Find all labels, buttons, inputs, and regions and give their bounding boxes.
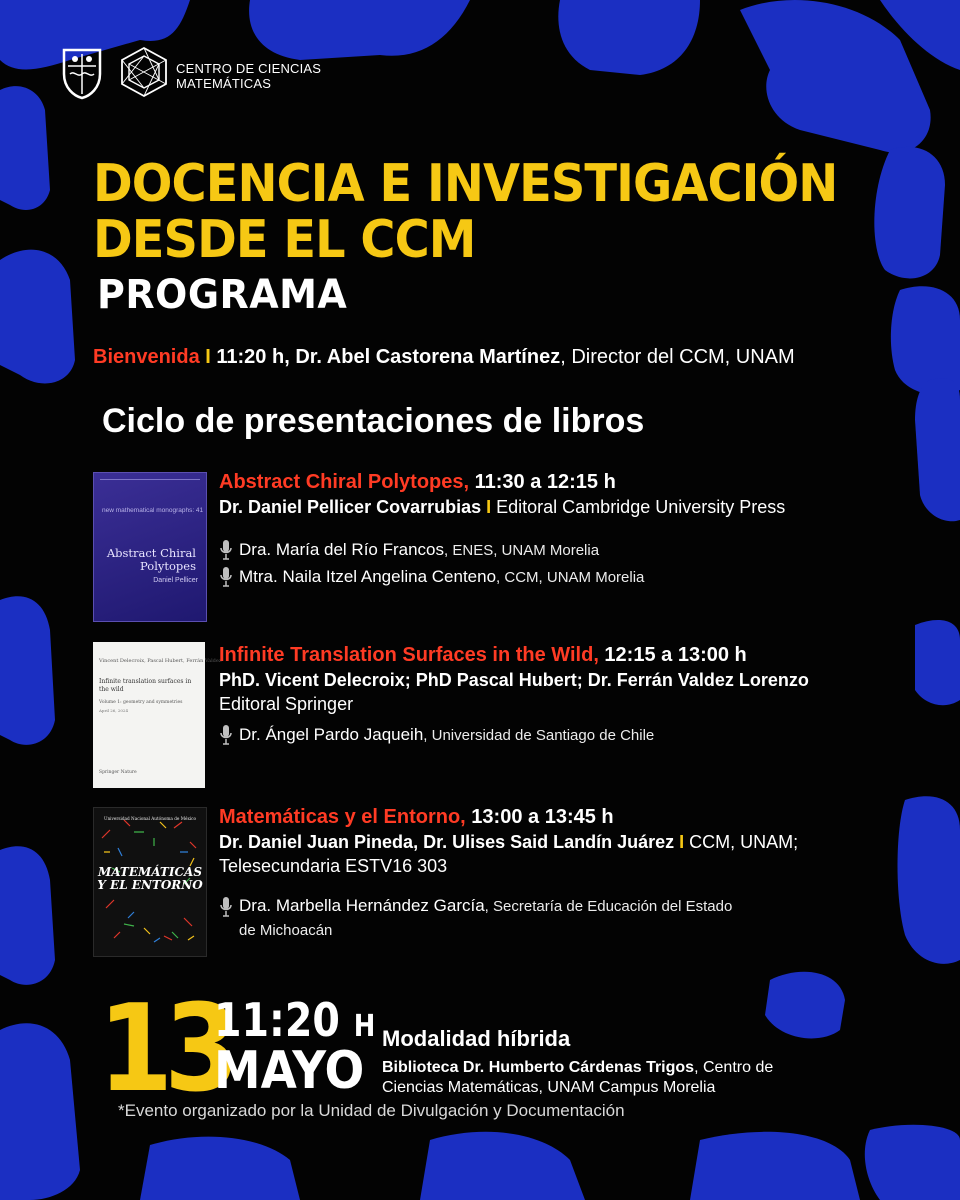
bg-shape (420, 1132, 585, 1200)
book1-commentator-1 (219, 537, 939, 564)
book1-time: 11:30 a 12:15 h (469, 471, 616, 493)
book1-commentator-2-affiliation: , CCM, UNAM Morelia (496, 569, 645, 586)
book3-title: Matemáticas y el Entorno, (219, 806, 466, 828)
book2-time: 12:15 a 13:00 h (598, 644, 747, 666)
ccm-name-line2: MATEMÁTICAS (176, 76, 272, 91)
cover3-title-line1: MATEMÁTICAS (97, 865, 203, 879)
book1-publisher: Editoral Cambridge University Press (496, 497, 786, 517)
cover2-authors: Vincent Delecroix, Pascal Hubert, Ferrán Valdez (99, 658, 222, 664)
book1-commentator-2 (219, 564, 939, 591)
bg-shape (891, 286, 960, 395)
bg-shape (0, 250, 75, 384)
book1-author: Dr. Daniel Pellicer Covarrubias (219, 497, 482, 517)
cover1-title (104, 547, 196, 573)
bg-shape (249, 0, 470, 60)
cover2-volume: Volume 1: geometry and symmetries (99, 700, 183, 705)
book-item-1 (219, 469, 939, 591)
cover1-series: new mathematical monographs: 41 (102, 507, 204, 514)
welcome-host-role: , Director del CCM, UNAM (560, 346, 795, 368)
poster-subtitle: PROGRAMA (97, 272, 348, 318)
cover2-publisher: Springer Nature (99, 770, 137, 775)
cover2-title-line1: Infinite translation surfaces in (99, 678, 192, 685)
cover3-title (94, 866, 206, 892)
book3-commentator-1-affiliation2: de Michoacán (239, 922, 333, 939)
bg-shape (558, 0, 700, 75)
cover1-title-line2: Polytopes (140, 559, 196, 573)
book3-authors: Dr. Daniel Juan Pineda, Dr. Ulises Said Landín Juárez (219, 832, 675, 852)
book-item-3 (219, 804, 939, 942)
event-modality: Modalidad híbrida (382, 1026, 571, 1051)
book-item-2 (219, 642, 939, 749)
ccm-logo-text (176, 61, 321, 91)
book2-publisher: Editoral Springer (219, 694, 354, 714)
bg-shape (0, 846, 55, 985)
event-time-value: 11:20 (214, 993, 340, 1047)
venue-address: , Centro de Ciencias Matemáticas, UNAM Campus Morelia (382, 1059, 774, 1096)
cover2-date: April 26, 2024 (99, 708, 129, 713)
event-day: 13 (98, 980, 231, 1119)
welcome-line (93, 346, 795, 369)
microphone-icon (219, 724, 233, 746)
bg-shape (865, 1125, 960, 1200)
book1-separator: I (481, 497, 497, 517)
event-time-unit: H (353, 1009, 376, 1044)
book-cover-matematicas-y-el-entorno (93, 807, 207, 957)
book3-commentator-1-affiliation: , Secretaría de Educación del Estado (484, 898, 733, 915)
cover3-title-line2: Y EL ENTORNO (97, 878, 203, 892)
book1-commentator-1-name: Dra. María del Río Francos (239, 540, 445, 559)
book2-title: Infinite Translation Surfaces in the Wild, (219, 644, 599, 666)
book2-commentator-1-name: Dr. Ángel Pardo Jaqueih (239, 725, 424, 744)
book-cover-infinite-translation-surfaces (93, 642, 222, 788)
microphone-icon (219, 896, 233, 918)
footer-note: *Evento organizado por la Unidad de Divulgación y Documentación (118, 1101, 625, 1120)
title-line1: DOCENCIA E INVESTIGACIÓN (93, 154, 838, 214)
cover2-title (99, 678, 191, 694)
event-venue (382, 1026, 802, 1098)
title-line2: DESDE EL CCM (93, 210, 476, 270)
welcome-separator: I (199, 346, 217, 368)
bg-shape (0, 86, 50, 210)
book3-org: CCM, UNAM; (689, 832, 799, 852)
welcome-time: 11:20 h, (216, 346, 296, 368)
bg-shape (0, 1023, 80, 1200)
welcome-label: Bienvenida (93, 346, 200, 368)
section-title: Ciclo de presentaciones de libros (102, 402, 645, 440)
ccm-name-line1: CENTRO DE CIENCIAS (176, 61, 322, 76)
book3-commentator-1 (219, 894, 939, 942)
ccm-geometric-logo-icon (118, 46, 170, 98)
microphone-icon (219, 566, 233, 588)
book3-org2: Telesecundaria ESTV16 303 (219, 856, 448, 876)
book3-separator: I (674, 832, 690, 852)
cover1-author: Daniel Pellicer (153, 577, 198, 584)
bg-shape (690, 1132, 860, 1200)
bg-shape (0, 596, 55, 745)
book2-authors: PhD. Vicent Delecroix; PhD Pascal Hubert; Dr. Ferrán Valdez Lorenzo (219, 670, 809, 690)
book1-commentator-1-affiliation: , ENES, UNAM Morelia (444, 542, 600, 559)
book3-commentator-1-name: Dra. Marbella Hernández García (239, 896, 485, 915)
event-month: MAYO (214, 1041, 365, 1101)
book2-commentator-1 (219, 722, 939, 749)
book3-time: 13:00 a 13:45 h (465, 806, 614, 828)
bg-shape (140, 1137, 300, 1200)
book1-title: Abstract Chiral Polytopes, (219, 471, 470, 493)
bg-shape (874, 147, 945, 279)
cover1-title-line1: Abstract Chiral (106, 546, 196, 560)
book2-commentator-1-affiliation: , Universidad de Santiago de Chile (423, 727, 655, 744)
welcome-host: Dr. Abel Castorena Martínez (295, 346, 561, 368)
cover3-university: Universidad Nacional Autónoma de México (103, 816, 197, 821)
unam-shield-icon (60, 44, 104, 100)
book-cover-abstract-chiral-polytopes (93, 472, 207, 622)
poster-title (93, 156, 837, 268)
cover2-title-line2: the wild (99, 686, 124, 693)
book1-commentator-2-name: Mtra. Naila Itzel Angelina Centeno (239, 567, 497, 586)
microphone-icon (219, 539, 233, 561)
venue-name: Biblioteca Dr. Humberto Cárdenas Trigos (382, 1059, 695, 1076)
